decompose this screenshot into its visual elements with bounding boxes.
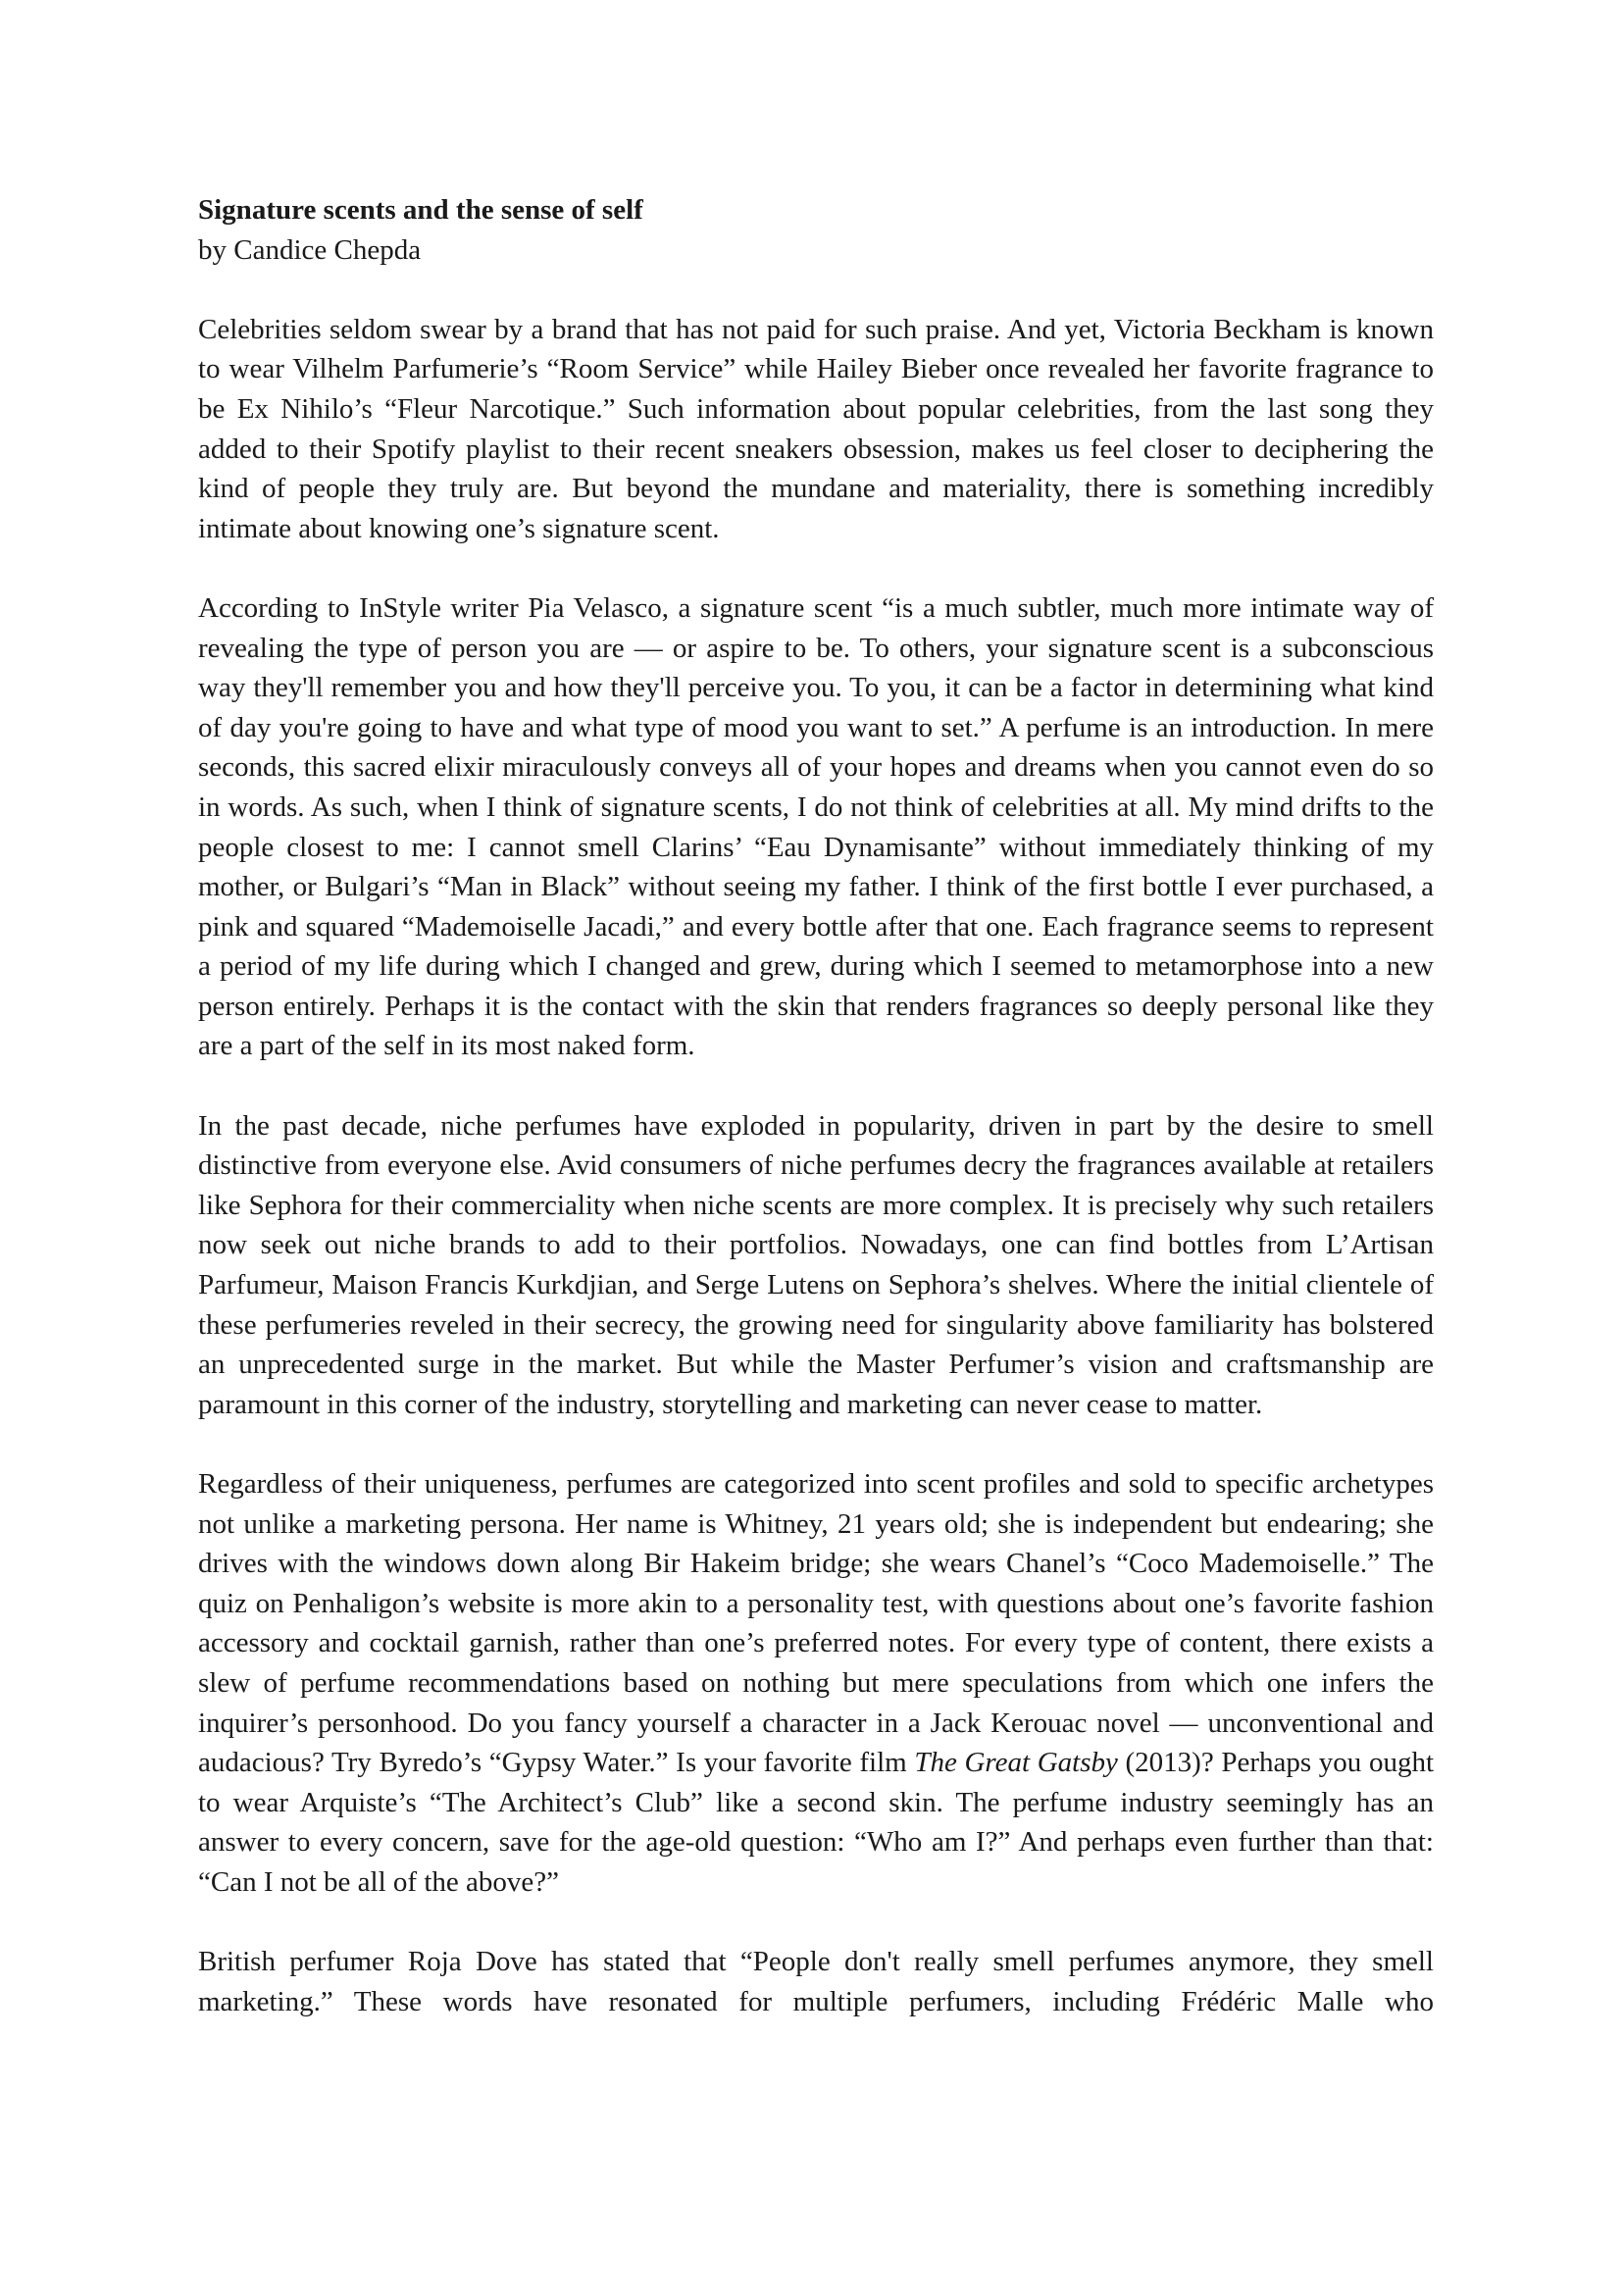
document-page [198,190,1434,2062]
paragraph-4-text-before-italic: Regardless of their uniqueness, perfumes are categorized into scent profiles and sold to specific archetypes not unlike a marketing persona. Her name is Whitney, 21 years old; she is independent but endearing; she drives with the windows down along Bir Hakeim bridge; she wears Chanel’s “Coco Mademoiselle.” The quiz on Penhaligon’s website is more akin to a personality test, with questions about one’s favorite fashion accessory and cocktail garnish, rather than one’s preferred notes. For every type of content, there exists a slew of perfume recommendations based on nothing but mere speculations from which one infers the inquirer’s personhood. Do you fancy yourself a character in a Jack Kerouac novel — unconventional and audacious? Try Byredo’s “Gypsy Water.” Is your favorite film [198,1468,1434,1779]
paragraph-2: According to InStyle writer Pia Velasco, a signature scent “is a much subtler, much more intimate way of revealing the type of person you are — or aspire to be. To others, your signature scent is a subconscious way they'll remember you and how they'll perceive you. To you, it can be a factor in determining what kind of day you're going to have and what type of mood you want to set.” A perfume is an introduction. In mere seconds, this sacred elixir miraculously conveys all of your hopes and dreams when you cannot even do so in words. As such, when I think of signature scents, I do not think of celebrities at all. My mind drifts to the people closest to me: I cannot smell Clarins’ “Eau Dynamisante” without immediately thinking of my mother, or Bulgari’s “Man in Black” without seeing my father. I think of the first bottle I ever purchased, a pink and squared “Mademoiselle Jacadi,” and every bottle after that one. Each fragrance seems to represent a period of my life during which I changed and grew, during which I seemed to metamorphose into a new person entirely. Perhaps it is the contact with the skin that renders fragrances so deeply personal like they are a part of the self in its most naked form. [198,591,1434,1062]
film-title-italic: The Great Gatsby [914,1747,1118,1779]
paragraph-4-text-after-italic: (2013)? Perhaps you ought to wear Arquiste’s “The Architect’s Club” like a second skin. The perfume industry seemingly has an answer to every concern, save for the age-old question: “Who am I?” And perhaps even further than that: “Can I not be all of the above?” [198,1747,1434,1898]
paragraph-1: Celebrities seldom swear by a brand that has not paid for such praise. And yet, Victoria Beckham is known to wear Vilhelm Parfumerie’s “Room Service” while Hailey Bieber once revealed her favorite fragrance to be Ex Nihilo’s “Fleur Narcotique.” Such information about popular celebrities, from the last song they added to their Spotify playlist to their recent sneakers obsession, makes us feel closer to deciphering the kind of people they truly are. But beyond the mundane and materiality, there is something incredibly intimate about knowing one’s signature scent. [198,313,1434,544]
article-title: Signature scents and the sense of self [198,194,643,226]
paragraph-4 [198,1464,1434,1903]
paragraph-3: In the past decade, niche perfumes have exploded in popularity, driven in part by the desire to smell distinctive from everyone else. Avid consumers of niche perfumes decry the fragrances available at retailers like Sephora for their commerciality when niche scents are more complex. It is precisely why such retailers now seek out niche brands to add to their portfolios. Nowadays, one can find bottles from L’Artisan Parfumeur, Maison Francis Kurkdjian, and Serge Lutens on Sephora’s shelves. Where the initial clientele of these perfumeries reveled in their secrecy, the growing need for singularity above familiarity has bolstered an unprecedented surge in the market. But while the Master Perfumer’s vision and craftsmanship are paramount in this corner of the industry, storytelling and marketing can never cease to matter. [198,1109,1434,1420]
paragraph-5: British perfumer Roja Dove has stated that “People don't really smell perfumes anymore, they smell marketing.” These words have resonated for multiple perfumers, including Frédéric Malle who [198,1946,1434,2017]
article-byline: by Candice Chepda [198,233,422,266]
